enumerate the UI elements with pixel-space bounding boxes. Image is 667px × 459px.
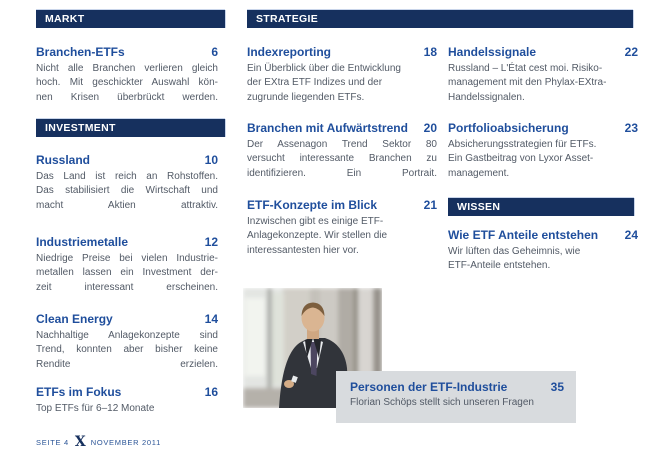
toc-entry-description-line: Handelssignalen. <box>448 91 525 103</box>
toc-entry-title: Industriemetalle <box>36 235 129 249</box>
toc-entry-title: Indexreporting <box>247 45 332 59</box>
toc-entry-description <box>36 62 218 106</box>
toc-entry <box>448 45 638 105</box>
toc-entry-title-row <box>448 121 638 136</box>
toc-entry-description-line: zugrunde liegenden ETFs. <box>247 91 365 103</box>
toc-entry-description-line: Absicherungsstrategien für ETFs. <box>448 138 597 150</box>
toc-entry-title-row <box>36 45 218 60</box>
toc-entry-description-line: Anlagekonzepte. Wir stellen die <box>247 230 388 241</box>
toc-entry-description <box>247 62 437 106</box>
toc-entry-title-row <box>247 121 437 136</box>
toc-entry-title: Portfolioabsicherung <box>448 121 569 135</box>
feature-title: Personen der ETF-Industrie <box>350 380 508 394</box>
section-header-label: WISSEN <box>457 201 501 213</box>
toc-column-middle <box>247 0 437 258</box>
toc-entry-description-line: Das stabilisiert die Wirtschaft und <box>36 185 218 196</box>
toc-entry-description-line: Das Land ist reich an Rohstoffen. <box>36 170 218 182</box>
feature-box-personen <box>336 371 576 423</box>
toc-entry-description-line: Trend, konnten aber bisher keine <box>36 344 218 355</box>
toc-entry-description <box>448 138 638 182</box>
toc-entry-description <box>36 252 218 296</box>
toc-entry-description-line: management mit den Phylax-EXtra- <box>448 77 607 88</box>
section-header-label: STRATEGIE <box>256 13 319 25</box>
footer-issue-label: NOVEMBER 2011 <box>90 437 161 447</box>
toc-entry-description-line: Rendite erzielen. <box>36 358 218 370</box>
toc-entry-title-row <box>448 45 638 60</box>
toc-entry-description-line: Ein Gastbeitrag von Lyxor Asset- <box>448 153 594 164</box>
toc-entry <box>247 198 437 258</box>
toc-entry-description-line: Nachhaltige Anlagekonzepte sind <box>36 329 218 341</box>
toc-entry <box>247 121 437 181</box>
toc-entry-page-number: 23 <box>624 121 638 135</box>
toc-entry-description-line: Inzwischen gibt es einige ETF- <box>247 215 384 227</box>
toc-entry-description-line: Top ETFs für 6–12 Monate <box>36 402 155 414</box>
toc-entry-title-row <box>36 385 218 400</box>
toc-entry-title-row <box>247 198 437 213</box>
toc-entry-title: Russland <box>36 153 91 167</box>
toc-entry-description <box>36 170 218 214</box>
toc-entry-page-number: 24 <box>624 228 638 242</box>
feature-subtitle: Florian Schöps stellt sich unseren Fragen <box>350 397 534 408</box>
section-header-label: MARKT <box>45 13 85 25</box>
toc-entry-description-line: versucht interessante Branchen zu <box>247 153 437 164</box>
toc-entry <box>36 235 225 295</box>
toc-entry-title-row <box>36 312 218 327</box>
section-header-markt <box>36 10 225 28</box>
feature-page-number: 35 <box>550 380 564 394</box>
toc-column-left <box>36 0 225 416</box>
toc-entry-description <box>36 402 218 417</box>
toc-entry-page-number: 22 <box>624 45 638 59</box>
toc-entry-title: Branchen mit Aufwärtstrend <box>247 121 408 135</box>
toc-entry-page-number: 21 <box>423 198 437 212</box>
toc-entry-title: ETF-Konzepte im Blick <box>247 198 378 212</box>
toc-entry-title: Handelssignale <box>448 45 537 59</box>
toc-entry-description-line: Niedrige Preise bei vielen Industrie- <box>36 252 218 264</box>
toc-entry-title-row <box>247 45 437 60</box>
toc-entry-description-line: Wir lüften das Geheimnis, wie <box>448 245 581 257</box>
toc-entry <box>448 121 638 181</box>
toc-entry-page-number: 14 <box>204 312 218 326</box>
toc-entry-description-line: management. <box>448 167 510 179</box>
toc-entry-page-number: 12 <box>204 235 218 249</box>
toc-entry-description-line: nen Krisen überbrückt werden. <box>36 91 218 103</box>
footer-page-label: SEITE 4 <box>36 437 69 447</box>
extra-x-logo-icon: X <box>74 434 86 450</box>
section-header-wissen <box>448 198 634 216</box>
page-footer <box>36 434 161 450</box>
toc-entry-page-number: 10 <box>204 153 218 167</box>
feature-title-row <box>350 380 564 395</box>
toc-entry-description-line: identifizieren. Ein Portrait. <box>247 167 437 179</box>
toc-entry-description-line: interessantesten hier vor. <box>247 244 359 256</box>
toc-entry-title: Wie ETF Anteile entstehen <box>448 228 599 242</box>
toc-entry-description <box>448 62 638 106</box>
toc-entry-description-line: zeit interessant erscheinen. <box>36 281 218 293</box>
section-header-label: INVESTMENT <box>45 122 116 134</box>
toc-entry-description-line: der EXtra ETF Indizes und der <box>247 77 383 88</box>
toc-entry-description <box>36 329 218 373</box>
toc-entry-description-line: Nicht alle Branchen verlieren gleich <box>36 62 218 74</box>
toc-entry <box>448 228 638 274</box>
toc-entry-page-number: 16 <box>204 385 218 399</box>
toc-entry-description <box>247 215 437 259</box>
toc-entry-title: Clean Energy <box>36 312 113 326</box>
toc-entry-page-number: 20 <box>423 121 437 135</box>
toc-entry-description <box>448 245 638 274</box>
toc-entry-description-line: Der Assenagon Trend Sektor 80 <box>247 138 437 150</box>
toc-entry <box>36 45 225 105</box>
toc-entry <box>36 153 225 213</box>
toc-entry-description-line: hoch. Mit geschickter Auswahl kön- <box>36 77 218 88</box>
toc-entry-description-line: Ein Überblick über die Entwicklung <box>247 62 401 74</box>
toc-entry-title: ETFs im Fokus <box>36 385 122 399</box>
toc-entry-page-number: 6 <box>211 45 218 59</box>
toc-entry-title-row <box>36 153 218 168</box>
toc-entry-title: Branchen-ETFs <box>36 45 125 59</box>
toc-entry-description-line: ETF-Anteile entstehen. <box>448 260 551 271</box>
toc-entry-description-line: metallen lassen ein Investment der- <box>36 267 218 278</box>
section-header-investment <box>36 119 225 137</box>
toc-entry-description <box>247 138 437 182</box>
toc-entry-description-line: macht Aktien attraktiv. <box>36 199 218 211</box>
toc-entry-page-number: 18 <box>423 45 437 59</box>
toc-entry <box>36 312 225 372</box>
toc-entry-description-line: Russland – L'État cest moi. Risiko- <box>448 62 603 74</box>
toc-entry-title-row <box>448 228 638 243</box>
toc-entry <box>36 385 225 416</box>
toc-entry-title-row <box>36 235 218 250</box>
toc-entry <box>247 45 437 105</box>
toc-column-right <box>448 0 638 274</box>
